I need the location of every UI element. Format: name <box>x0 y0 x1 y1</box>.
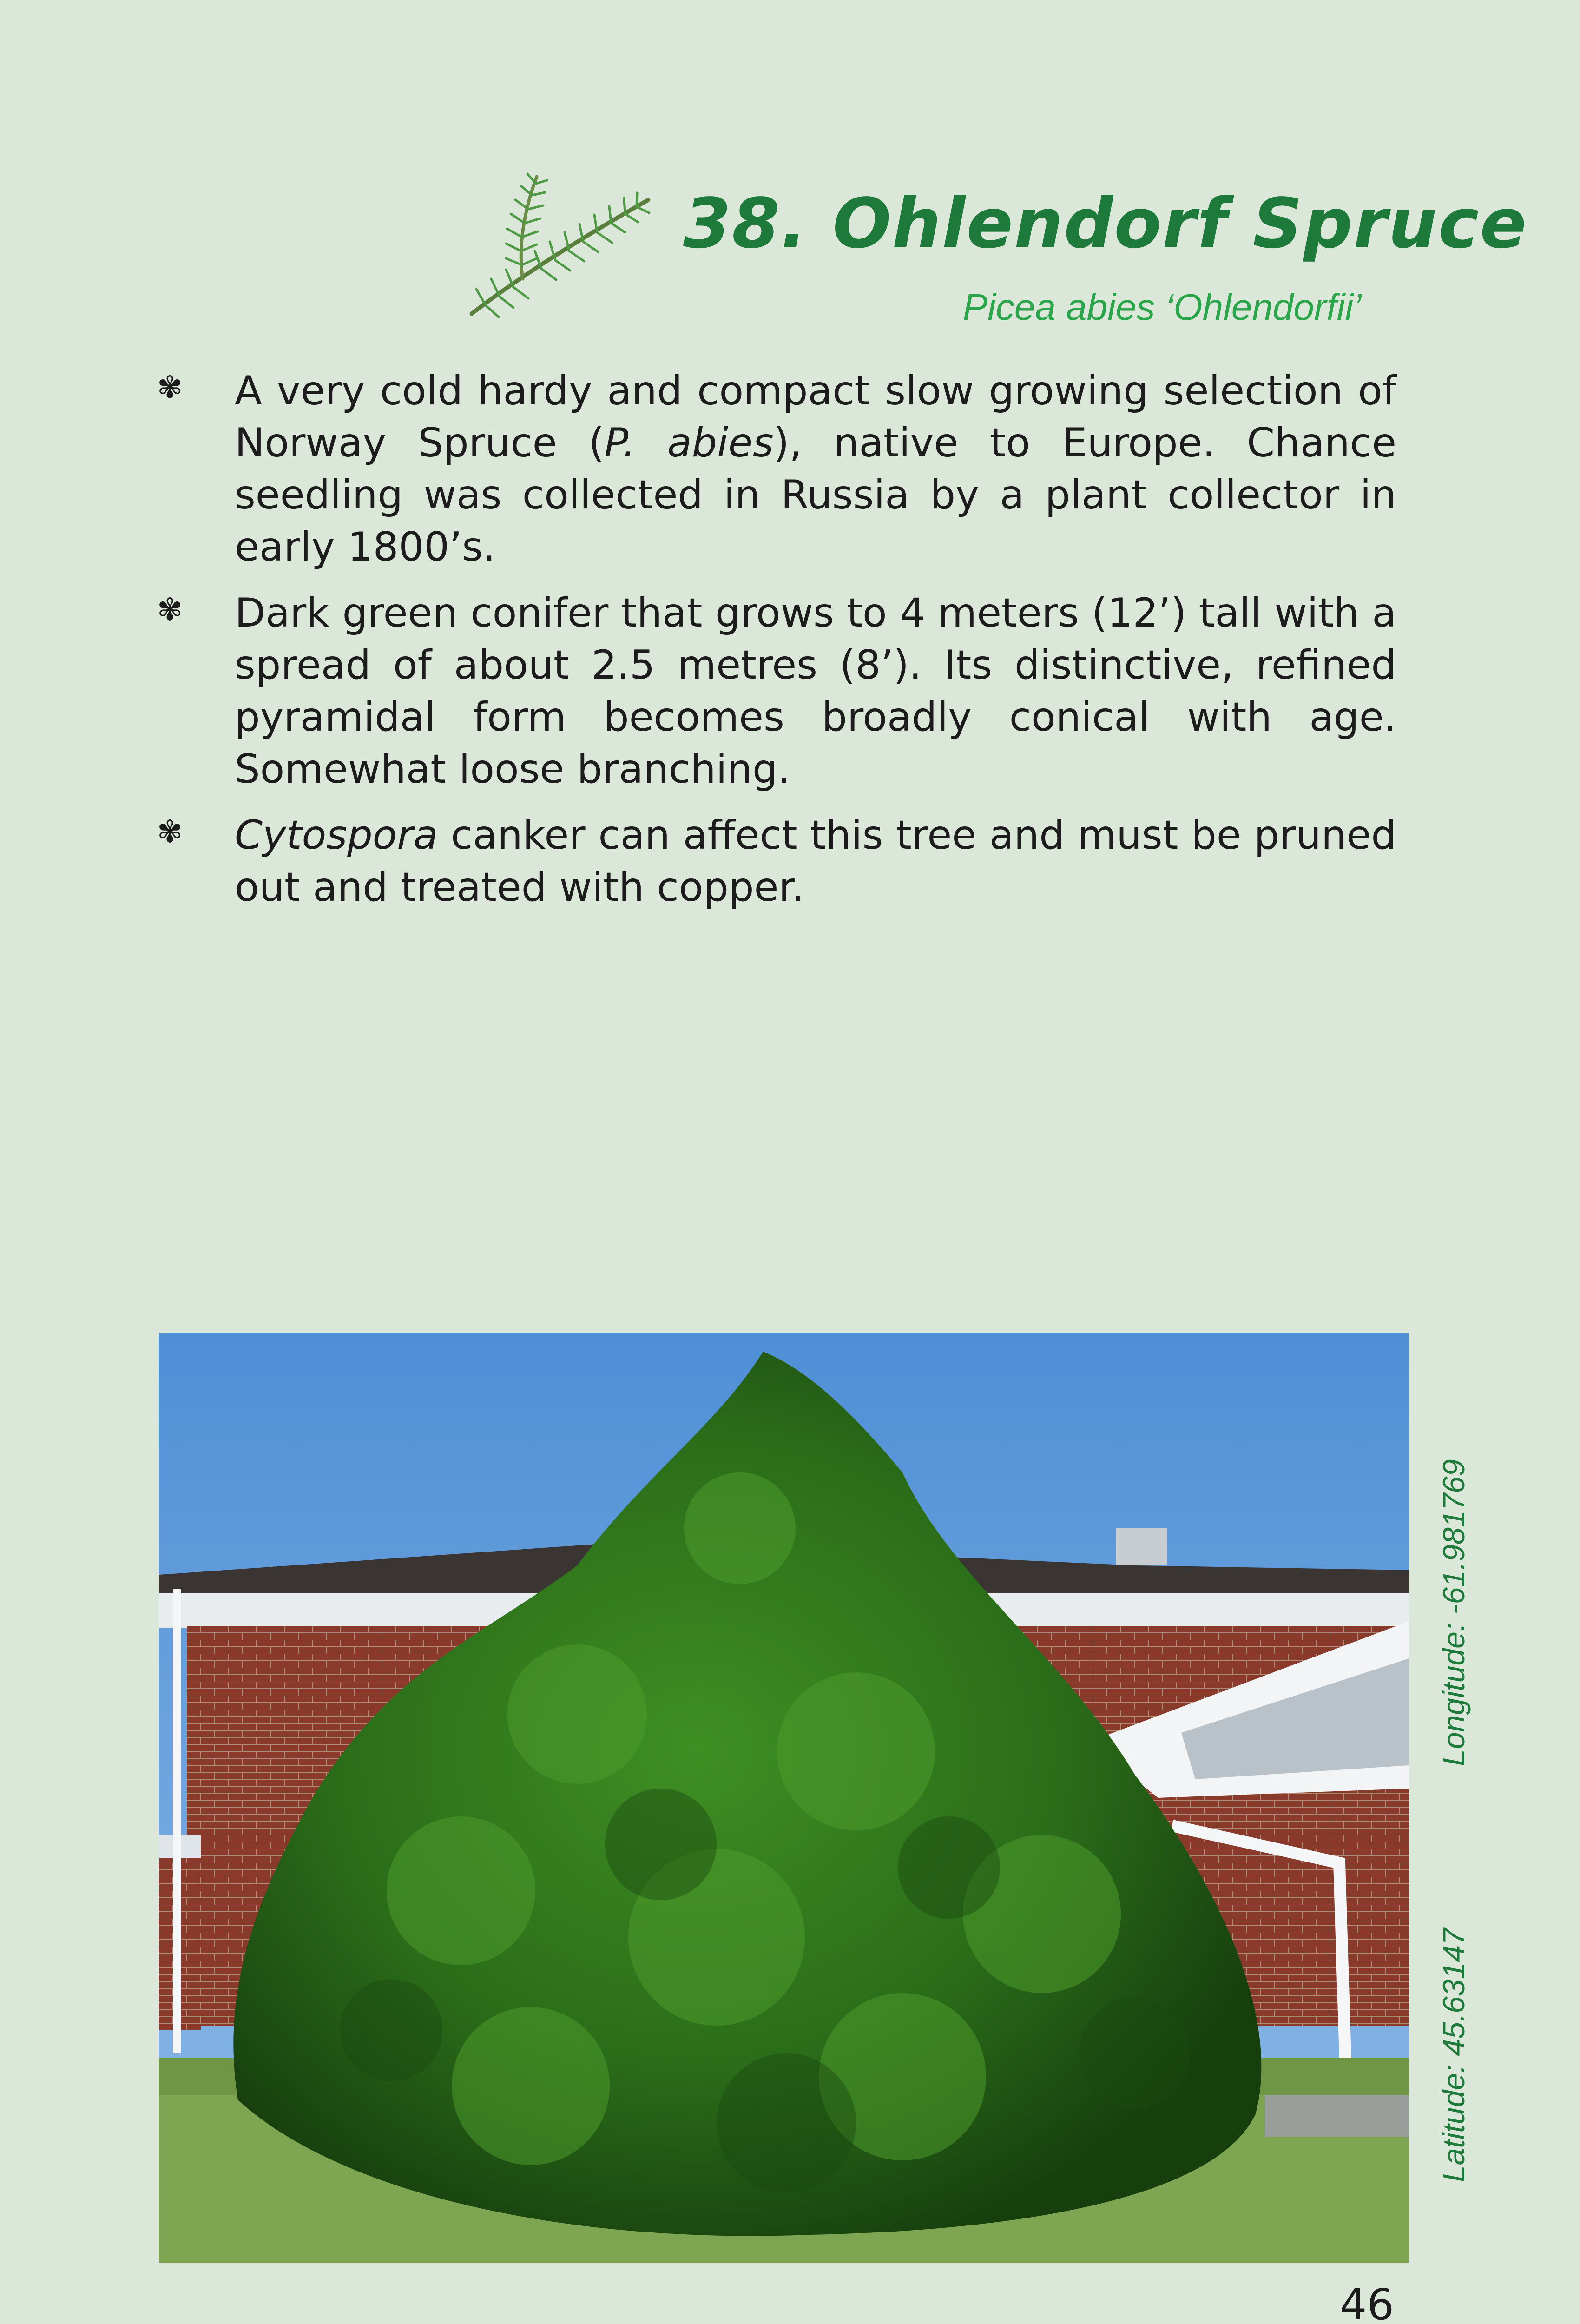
spruce-sprig-icon <box>467 167 653 325</box>
list-item <box>149 365 1396 573</box>
list-item-text: Dark green conifer that grows to 4 meters (12’) tall with a spread of about 2.5 metres (8’). Its distinctive, refined pyramidal form becomes broadly conical with age. Somewhat loose branching. <box>235 590 1396 792</box>
clover-bullet-icon: ✾ <box>157 592 183 627</box>
tree-photo <box>159 1333 1409 2263</box>
latitude-label: Latitude: 45.63147 <box>1436 1928 1471 2182</box>
page-title: 38. Ohlendorf Spruce <box>683 184 1527 264</box>
list-item-text: Cytospora canker can affect this tree and must be pruned out and treated with copper. <box>235 812 1396 911</box>
clover-bullet-icon: ✾ <box>157 814 183 850</box>
list-item <box>149 809 1396 913</box>
clover-bullet-icon: ✾ <box>157 370 183 405</box>
list-item-text: A very cold hardy and compact slow growing selection of Norway Spruce (P. abies), native to Europe. Chance seedling was collected in Russia by a plant collector in early 1800’s. <box>235 368 1396 570</box>
description-list <box>149 365 1396 927</box>
botanical-name: Picea abies ‘Ohlendorfii’ <box>962 286 1362 328</box>
list-item <box>149 587 1396 795</box>
page-number: 46 <box>1339 2280 1394 2324</box>
longitude-label: Longitude: -61.981769 <box>1436 1459 1471 1766</box>
